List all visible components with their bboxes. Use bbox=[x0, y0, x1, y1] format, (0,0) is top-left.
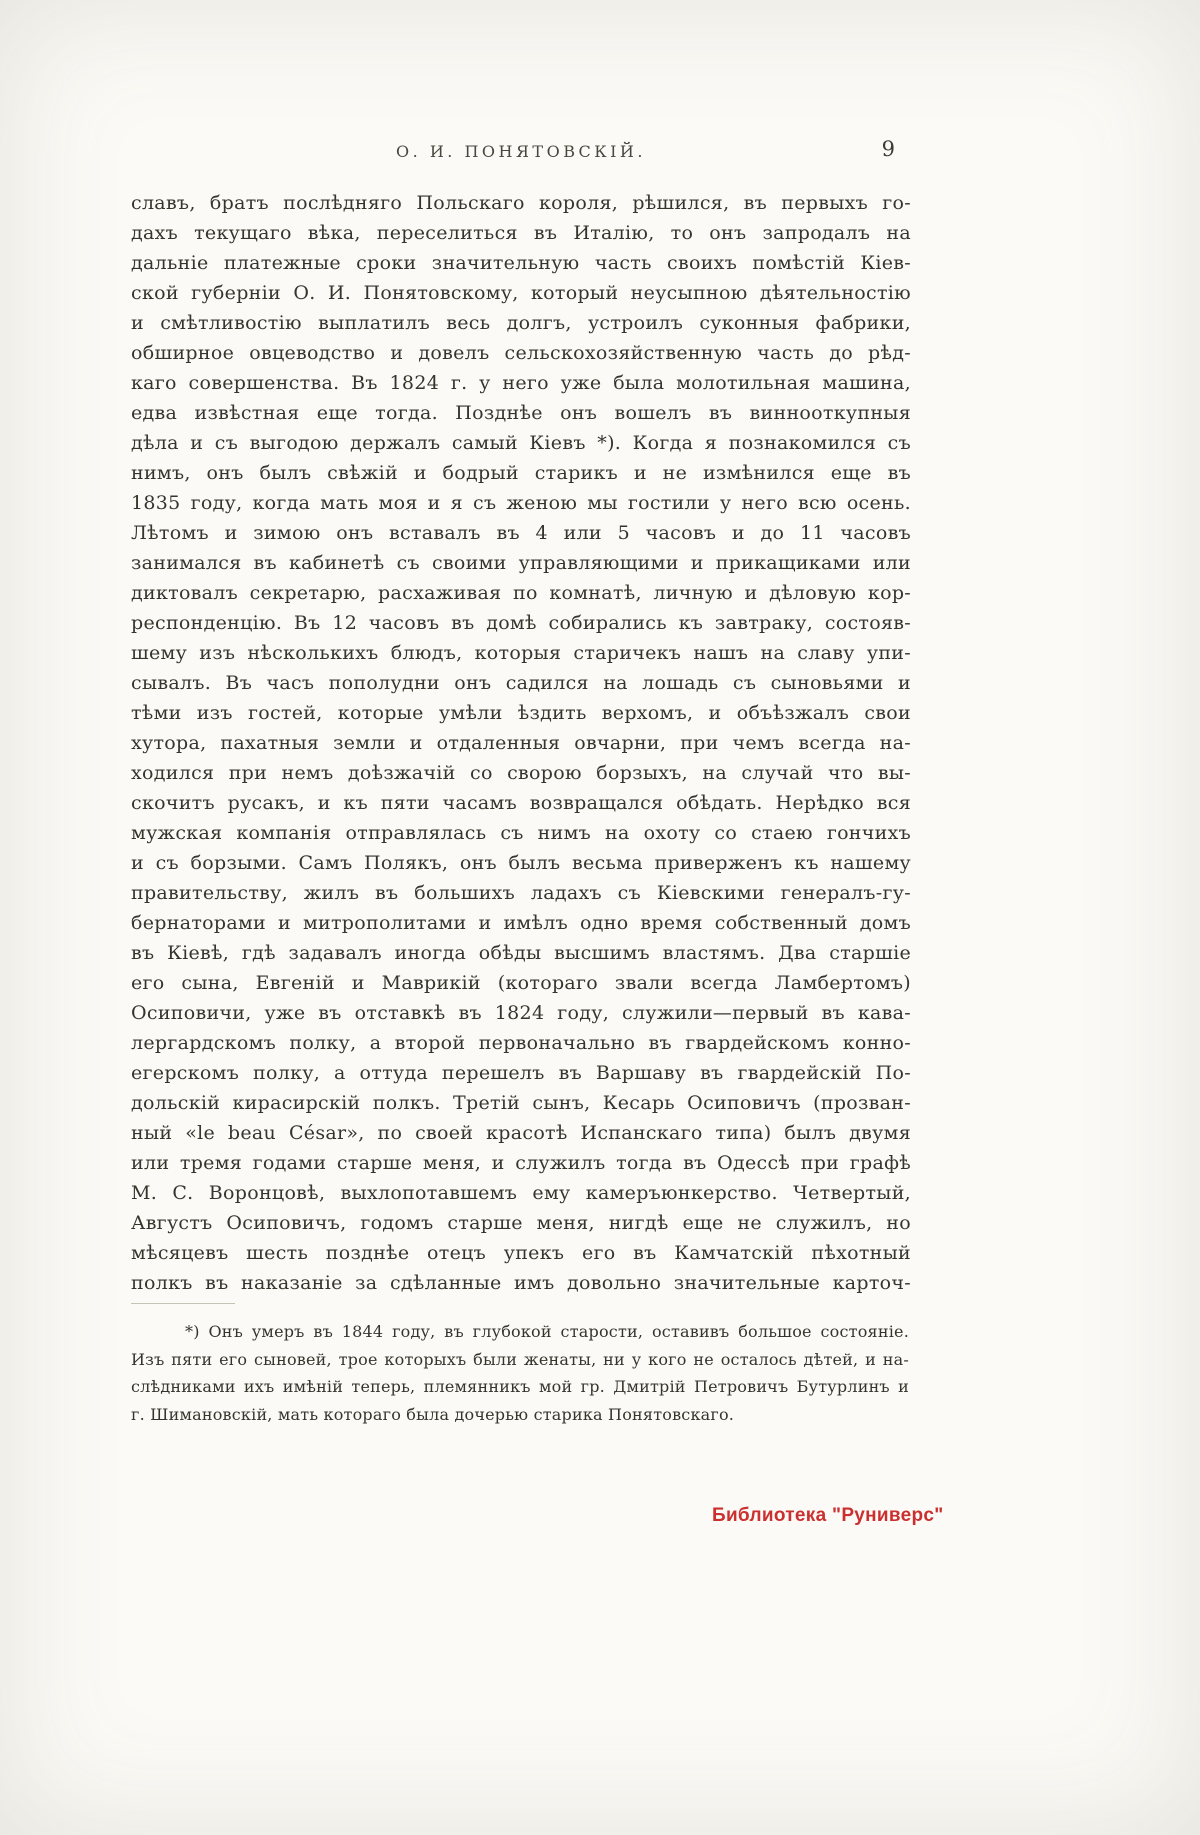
body-text-line: и смѣтливостію выплатилъ весь долгъ, устроилъ суконныя фабрики, bbox=[131, 312, 911, 334]
body-text-line: дальніе платежные сроки значительную часть своихъ помѣстій Кіев- bbox=[131, 252, 911, 274]
body-text-line: диктовалъ секретарю, расхаживая по комнатѣ, личную и дѣловую кор- bbox=[131, 582, 911, 604]
footnote bbox=[131, 1318, 909, 1428]
body-text bbox=[131, 188, 911, 1298]
body-text-line: нимъ, онъ былъ свѣжій и бодрый старикъ и не измѣнился еще въ bbox=[131, 462, 911, 484]
body-text-line: скочитъ русакъ, и къ пяти часамъ возвращался обѣдать. Нерѣдко вся bbox=[131, 792, 911, 814]
page-header bbox=[131, 137, 911, 168]
body-text-line: мужская компанія отправлялась съ нимъ на охоту со стаею гончихъ bbox=[131, 822, 911, 844]
page-number: 9 bbox=[881, 137, 895, 161]
body-text-line: занимался въ кабинетѣ съ своими управляющими и прикащиками или bbox=[131, 552, 911, 574]
body-text-line: каго совершенства. Въ 1824 г. у него уже была молотильная машина, bbox=[131, 372, 911, 394]
body-text-line: Осиповичи, уже въ отставкѣ въ 1824 году, служили—первый въ кава- bbox=[131, 1002, 911, 1024]
footnote-line: *) Онъ умеръ въ 1844 году, въ глубокой старости, оставивъ большое состояніе. bbox=[185, 1322, 909, 1341]
body-text-line: хутора, пахатныя земли и отдаленныя овчарни, при чемъ всегда на- bbox=[131, 732, 911, 754]
body-text-line: дахъ текущаго вѣка, переселиться въ Италію, то онъ запродалъ на bbox=[131, 222, 911, 244]
body-text-line: дѣла и съ выгодою держалъ самый Кіевъ *). Когда я познакомился съ bbox=[131, 432, 911, 454]
body-text-line: Лѣтомъ и зимою онъ вставалъ въ 4 или 5 часовъ и до 11 часовъ bbox=[131, 522, 911, 544]
footnote-line: Изъ пяти его сыновей, трое которыхъ были женаты, ни у кого не осталось дѣтей, и на- bbox=[131, 1349, 909, 1369]
body-text-line: ходился при немъ доѣзжачій со сворою борзыхъ, на случай что вы- bbox=[131, 762, 911, 784]
body-text-line: полкъ въ наказаніе за сдѣланные имъ довольно значительные карточ- bbox=[131, 1272, 911, 1294]
body-text-line: славъ, братъ послѣдняго Польскаго короля, рѣшился, въ первыхъ го- bbox=[131, 192, 911, 214]
body-text-line: егерскомъ полку, а оттуда перешелъ въ Варшаву въ гвардейскій По- bbox=[131, 1062, 911, 1084]
body-text-line: и съ борзыми. Самъ Полякъ, онъ былъ весьма приверженъ къ нашему bbox=[131, 852, 911, 874]
footnote-line: слѣдниками ихъ имѣній теперь, племянникъ мой гр. Дмитрій Петровичъ Бутурлинъ и bbox=[131, 1377, 909, 1396]
body-text-line: шему изъ нѣсколькихъ блюдъ, которыя старичекъ нашъ на славу упи- bbox=[131, 642, 911, 664]
body-text-line: тѣми изъ гостей, которые умѣли ѣздить верхомъ, и объѣзжалъ свои bbox=[131, 702, 911, 724]
body-text-line: бернаторами и митрополитами и имѣлъ одно время собственный домъ bbox=[131, 912, 911, 934]
body-text-line: Августъ Осиповичъ, годомъ старше меня, нигдѣ еще не служилъ, но bbox=[131, 1212, 911, 1234]
library-watermark: Библиотека "Руниверс" bbox=[712, 1505, 944, 1526]
body-text-line: мѣсяцевъ шесть позднѣе отецъ упекъ его въ Камчатскій пѣхотный bbox=[131, 1242, 911, 1264]
footnote-separator bbox=[131, 1303, 235, 1304]
body-text-line: сывалъ. Въ часъ пополудни онъ садился на лошадь съ сыновьями и bbox=[131, 672, 911, 694]
body-text-line: въ Кіевѣ, гдѣ задавалъ иногда обѣды высшимъ властямъ. Два старшіе bbox=[131, 942, 911, 964]
body-text-line: М. С. Воронцовѣ, выхлопотавшемъ ему камеръюнкерство. Четвертый, bbox=[131, 1182, 911, 1204]
body-text-line: респонденцію. Въ 12 часовъ въ домѣ собирались къ завтраку, состояв- bbox=[131, 612, 911, 634]
body-text-line: дольскій кирасирскій полкъ. Третій сынъ, Кесарь Осиповичъ (прозван- bbox=[131, 1092, 911, 1114]
body-text-line: ской губерніи О. И. Понятовскому, который неусыпною дѣятельностію bbox=[131, 282, 911, 304]
body-text-line: лергардскомъ полку, а второй первоначально въ гвардейскомъ конно- bbox=[131, 1032, 911, 1054]
body-text-line: или тремя годами старше меня, и служилъ тогда въ Одессѣ при графѣ bbox=[131, 1152, 911, 1174]
body-text-line: правительству, жилъ въ большихъ ладахъ съ Кіевскими генералъ-гу- bbox=[131, 882, 911, 904]
body-text-line: ный «le beau César», по своей красотѣ Испанскаго типа) былъ двумя bbox=[131, 1122, 911, 1144]
footnote-line: г. Шимановскій, мать котораго была дочерью старика Понятовскаго. bbox=[131, 1404, 735, 1424]
running-title: О. И. ПОНЯТОВСКІЙ. bbox=[396, 142, 646, 161]
body-text-line: обширное овцеводство и довелъ сельскохозяйственную часть до рѣд- bbox=[131, 342, 911, 364]
body-text-line: 1835 году, когда мать моя и я съ женою мы гостили у него всю осень. bbox=[131, 492, 911, 514]
body-text-line: едва извѣстная еще тогда. Позднѣе онъ вошелъ въ виннооткупныя bbox=[131, 402, 911, 424]
body-text-line: его сына, Евгеній и Маврикій (котораго звали всегда Ламбертомъ) bbox=[131, 972, 911, 994]
